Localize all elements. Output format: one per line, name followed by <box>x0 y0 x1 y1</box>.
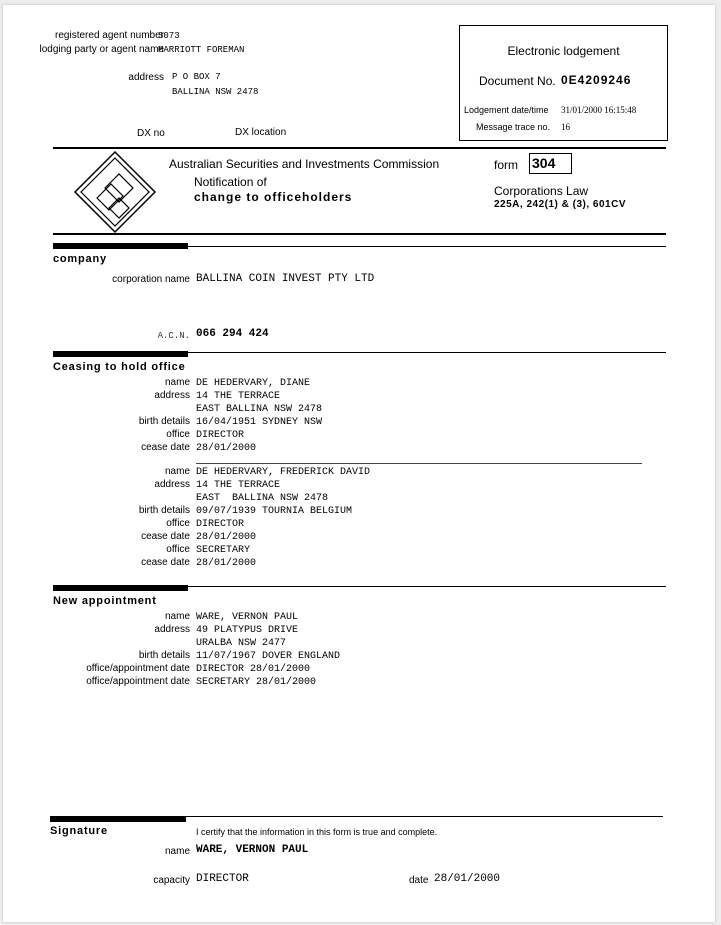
signature-section-bar <box>50 816 186 822</box>
field-label: office <box>166 544 190 555</box>
signature-section-rule <box>186 816 663 817</box>
signature-date: 28/01/2000 <box>434 873 501 885</box>
field-value: 09/07/1939 TOURNIA BELGIUM <box>196 506 353 517</box>
lodging-party-name: MARRIOTT FOREMAN <box>158 45 245 55</box>
field-value: DIRECTOR 28/01/2000 <box>196 664 311 675</box>
form-number-box <box>529 153 572 174</box>
lodgement-datetime-label: Lodgement date/time <box>464 105 549 115</box>
company-heading: company <box>53 253 107 265</box>
commission-name: Australian Securities and Investments Commission <box>169 157 440 171</box>
corporations-law: Corporations Law <box>494 184 589 198</box>
field-label: cease date <box>141 557 190 568</box>
field-value: SECRETARY <box>196 545 251 556</box>
field-label: office/appointment date <box>86 676 190 687</box>
field-label: office <box>166 518 190 529</box>
field-value: 28/01/2000 <box>196 558 257 569</box>
document-no: 0E4209246 <box>561 73 632 87</box>
lodgement-title: Electronic lodgement <box>507 44 620 58</box>
field-label: birth details <box>138 416 190 427</box>
dx-location-label: DX location <box>235 127 287 138</box>
corporation-name-label: corporation name <box>112 274 190 285</box>
appointment-section-bar <box>53 585 188 591</box>
header-top-rule <box>53 147 666 149</box>
field-label: name <box>164 377 190 388</box>
signature-date-label: date <box>409 875 429 886</box>
field-label: address <box>154 479 190 490</box>
acn-label: A.C.N. <box>157 331 190 341</box>
signature-name-label: name <box>164 846 190 857</box>
field-value: DIRECTOR <box>196 430 245 441</box>
signature-name: WARE, VERNON PAUL <box>196 844 309 856</box>
lodging-party-label: lodging party or agent name <box>39 44 164 55</box>
form-page <box>3 5 715 922</box>
capacity-value: DIRECTOR <box>196 873 249 885</box>
corporation-name: BALLINA COIN INVEST PTY LTD <box>196 273 375 285</box>
certify-statement: I certify that the information in this form is true and complete. <box>196 827 438 837</box>
lodgement-box <box>459 25 668 141</box>
agent-address-line-2: BALLINA NSW 2478 <box>172 87 259 97</box>
field-label: birth details <box>138 505 190 516</box>
ceasing-heading: Ceasing to hold office <box>53 361 186 373</box>
dx-no-label: DX no <box>137 128 165 139</box>
registered-agent-number-label: registered agent number <box>55 30 164 41</box>
message-trace-no: 16 <box>561 122 570 132</box>
form-number: 304 <box>532 155 556 171</box>
agent-address-line-1: P O BOX 7 <box>172 72 221 82</box>
field-label: name <box>164 611 190 622</box>
field-label: address <box>154 624 190 635</box>
field-label: office <box>166 429 190 440</box>
asic-logo-icon <box>73 150 157 234</box>
field-value: 11/07/1967 DOVER ENGLAND <box>196 651 341 662</box>
field-value: URALBA NSW 2477 <box>196 638 287 649</box>
company-section-rule <box>188 246 666 247</box>
lodgement-datetime: 31/01/2000 16:15:48 <box>561 105 637 115</box>
message-trace-label: Message trace no. <box>476 122 551 132</box>
signature-heading: Signature <box>50 825 108 837</box>
field-value: DE HEDERVARY, DIANE <box>196 378 311 389</box>
field-label: address <box>154 390 190 401</box>
registered-agent-number: 3073 <box>158 31 180 41</box>
header-bottom-rule <box>53 233 666 235</box>
field-value: EAST BALLINA NSW 2478 <box>196 493 329 504</box>
field-value: WARE, VERNON PAUL <box>196 612 299 623</box>
acn-number: 066 294 424 <box>196 328 269 340</box>
field-value: 28/01/2000 <box>196 443 257 454</box>
field-label: cease date <box>141 442 190 453</box>
person-divider <box>196 463 642 464</box>
document-no-label: Document No. <box>479 74 556 88</box>
ceasing-section-rule <box>188 352 666 353</box>
field-value: DE HEDERVARY, FREDERICK DAVID <box>196 467 371 478</box>
field-value: 49 PLATYPUS DRIVE <box>196 625 299 636</box>
field-label: cease date <box>141 531 190 542</box>
field-value: 14 THE TERRACE <box>196 391 281 402</box>
ceasing-section-bar <box>53 351 188 357</box>
field-value: SECRETARY 28/01/2000 <box>196 677 317 688</box>
field-value: 16/04/1951 SYDNEY NSW <box>196 417 323 428</box>
capacity-label: capacity <box>153 875 190 886</box>
field-value: EAST BALLINA NSW 2478 <box>196 404 323 415</box>
field-label: birth details <box>138 650 190 661</box>
field-value: 28/01/2000 <box>196 532 257 543</box>
field-label: name <box>164 466 190 477</box>
field-value: DIRECTOR <box>196 519 245 530</box>
form-label: form <box>494 158 518 172</box>
field-value: 14 THE TERRACE <box>196 480 281 491</box>
appointment-section-rule <box>188 586 666 587</box>
appointment-heading: New appointment <box>53 595 157 607</box>
notification-of: Notification of <box>194 175 267 189</box>
company-section-bar <box>53 243 188 249</box>
field-label: office/appointment date <box>86 663 190 674</box>
agent-address-label: address <box>128 72 164 83</box>
law-sections: 225A, 242(1) & (3), 601CV <box>494 199 627 210</box>
form-subject: change to officeholders <box>194 190 353 204</box>
